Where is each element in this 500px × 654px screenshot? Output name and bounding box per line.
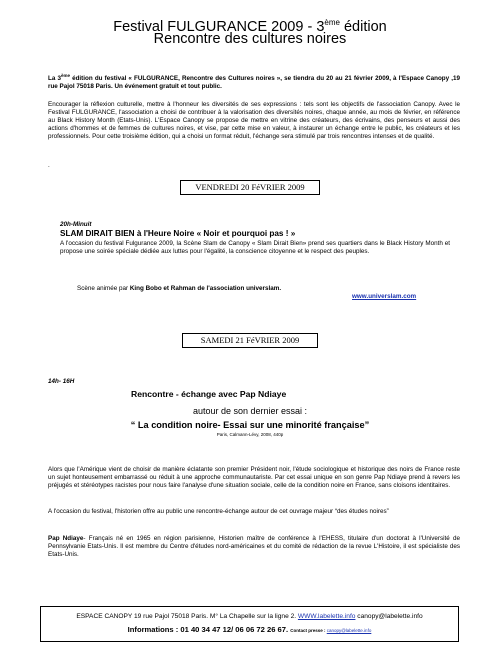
intro-text-2: édition du festival « FULGURANCE, Rencontre des Cultures noires », se tiendra du 20 au 21 février 2009, à l'Espace Canopy ,19 rue Pajol 75018 Paris. Un événement gratuit et tout public.: [48, 75, 461, 90]
description-paragraph: Encourager la réflexion culturelle, mettre à l'honneur les diversités de ses expressions : tels sont les objectifs de l'association Canopy. Avec le Festival FULGURANCE, l'association a choisi de contribuer à la valorisation des diversités noires, chaque année, au mois de février, en référence au Black History Month (Etats-Unis). L'Espace Canopy se propose de mettre en vitrine des créateurs, des écrivains, des penseurs et aussi des actions d'hommes et de femmes de cultures noires, et vise, par cette mise en valeur, à instaurer un échange entre le public, les créateurs et les professionnels. Pour cette troisième édition, qui a choisi un format réduit, l'échange sera stimulé par trois rencontres intenses et de qualité.: [48, 101, 460, 140]
bio-paragraph: [48, 535, 460, 559]
day1-time: 20h-Minuit: [60, 221, 92, 228]
footer-info-line: [41, 625, 458, 634]
day1-event-text: A l'occasion du festival Fulgurance 2009, la Scène Slam de Canopy « Slam Dirait Bien» prend ses quartiers dans le Black History Month et propose une soirée spéciale dédiée aux luttes pour l'égalité, la conscience citoyenne et le respect des peuples.: [60, 240, 450, 255]
intro-text-1: La 3: [48, 75, 61, 83]
footer-site-link[interactable]: WWW.labelette.info: [297, 613, 356, 620]
footer-address: ESPACE CANOPY 19 rue Pajol 75018 Paris. M° La Chapelle sur la ligne 2.: [76, 613, 298, 620]
title-text: Festival FULGURANCE 2009 - 3: [113, 18, 325, 35]
universlam-link[interactable]: www.universlam.com: [352, 293, 417, 300]
book-publisher: Paris, Calmann-Lévy, 2008, 440p: [216, 432, 284, 437]
host-prefix: Scène animée par: [77, 285, 130, 292]
footer-email: canopy@labelette.info: [355, 613, 423, 620]
day2-subtitle: autour de son dernier essai :: [192, 406, 308, 416]
footer-contact-label: Contact presse :: [290, 628, 327, 633]
host-names: King Bobo et Rahman de l'association universlam.: [129, 285, 282, 292]
bio-text: - Français né en 1965 en région parisienne, Historien maître de conférence à l'EHESS, titulaire d'un doctorat à l'Université de Pennsylvanie Etats-Unis. Il est membre du Centre d'études nord-américaines et du comité de rédaction de la revue L'Histoire, il est spécialiste des Etats-Unis.: [48, 535, 460, 558]
footer-contact-email[interactable]: canopy@labelette.info: [326, 628, 372, 633]
footer-phone: Informations : 01 40 34 47 12/ 06 06 72 26 67.: [127, 625, 291, 634]
day2-paragraph-2: A l'occasion du festival, l'historien offre au public une rencontre-échange autour de cet ouvrage majeur “des études noires”: [48, 508, 389, 515]
day2-paragraph-1: Alors que l'Amérique vient de choisir de manière éclatante son premier Président noir, l'étude sociologique et historique des noirs de France reste un sujet honteusement embarrassé ou réduit à une approche communautariste. Par cet essai unique en son genre Pap Ndiaye prend à revers les préjugés et stéréotypes racistes pour nous faire l'analyse d'une situation sociale, celle de la condition noire en France, sans cloisons identitaires.: [48, 466, 460, 489]
title-superscript: ème: [324, 18, 340, 27]
intro-superscript: ème: [60, 73, 70, 78]
intro-paragraph: [48, 72, 460, 91]
day1-label: VENDREDI 20 FéVRIER 2009: [180, 180, 320, 195]
day2-event-title: Rencontre - échange avec Pap Ndiaye: [131, 389, 287, 399]
day2-label: SAMEDI 21 FéVRIER 2009: [182, 333, 318, 348]
footer-box: [40, 606, 459, 642]
title-edition: édition: [339, 18, 387, 35]
bio-name: Pap Ndiaye: [48, 535, 84, 542]
book-title: “ La condition noire- Essai sur une minorité française”: [130, 420, 370, 430]
day1-event-title: SLAM DIRAIT BIEN à l'Heure Noire « Noir et pourquoi pas ! »: [60, 229, 296, 238]
separator-dot: .: [48, 162, 50, 169]
festival-subtitle: Rencontre des cultures noires: [153, 31, 347, 47]
day1-host: [77, 285, 281, 293]
day2-time: 14h- 16H: [48, 378, 75, 385]
footer-address-line: [41, 613, 458, 620]
